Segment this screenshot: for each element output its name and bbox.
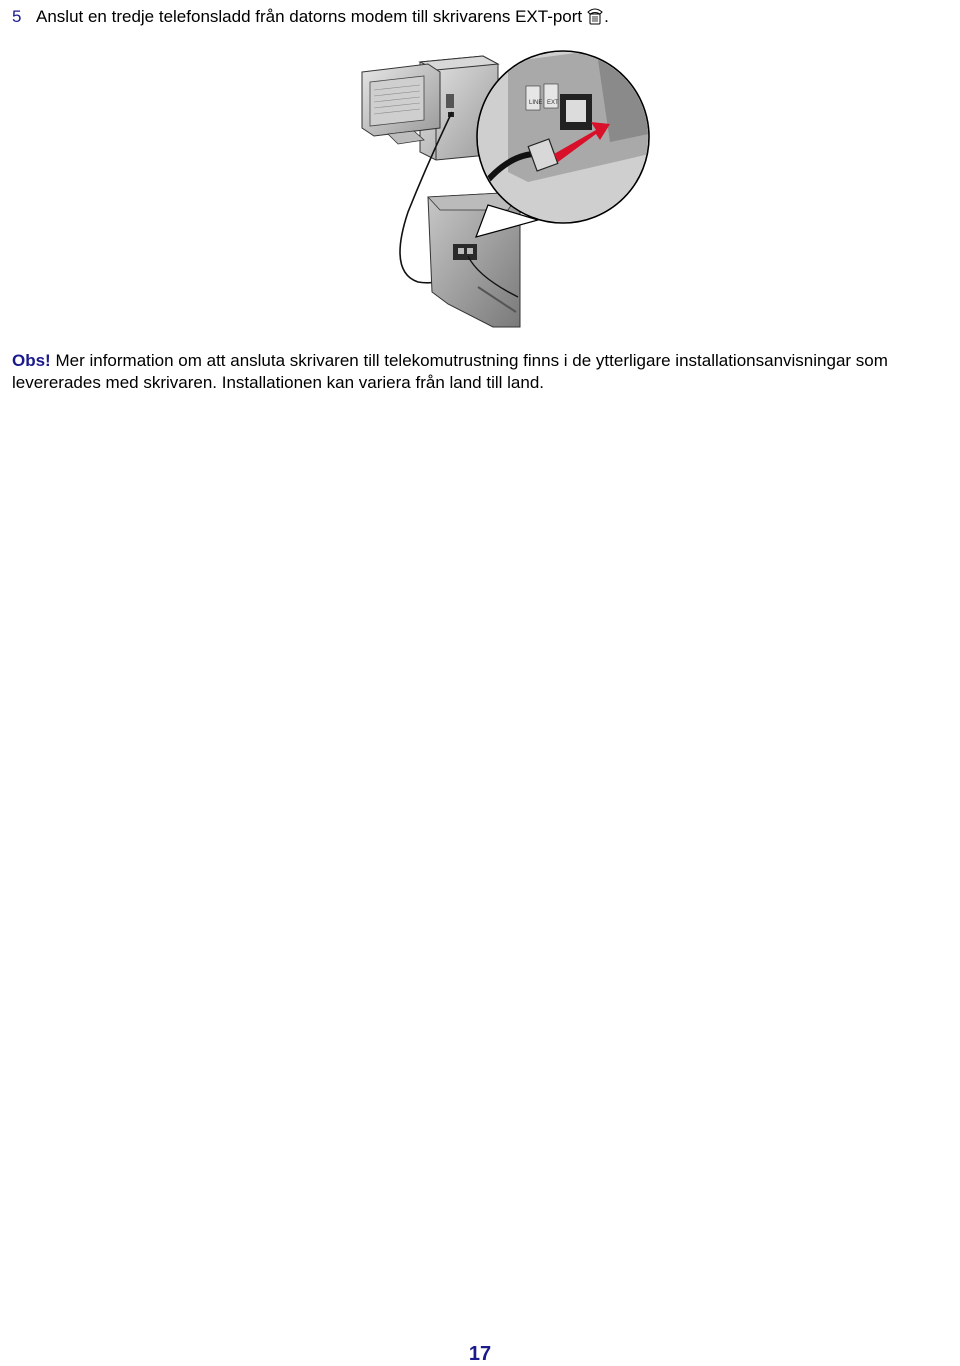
note-label: Obs! <box>12 351 51 370</box>
step-text: Anslut en tredje telefonsladd från datorns modem till skrivarens EXT-port <box>36 7 583 26</box>
port-label-line: LINE <box>529 100 543 106</box>
step-number: 5 <box>12 7 22 26</box>
connection-illustration <box>358 42 658 332</box>
port-label-ext: EXT <box>547 100 559 106</box>
step-suffix: . <box>604 7 609 26</box>
phone-port-icon <box>586 6 604 32</box>
page-number: 17 <box>468 1343 492 1365</box>
note-paragraph <box>12 350 960 394</box>
note-text: Mer information om att ansluta skrivaren till telekomutrustning finns i de ytterligare installationsanvisningar som levererades med skrivaren. Installationen kan variera från land till land. <box>12 351 888 392</box>
instruction-step <box>12 6 609 32</box>
